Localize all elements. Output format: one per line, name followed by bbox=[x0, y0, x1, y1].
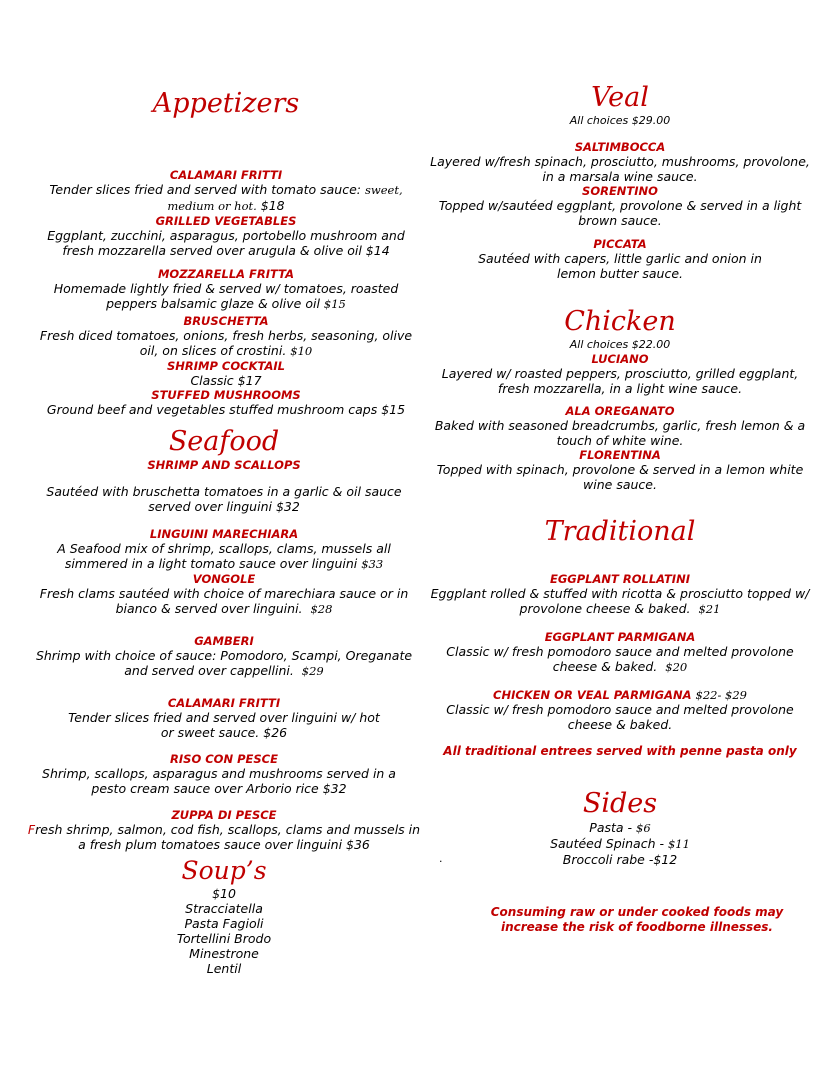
sides-heading: Sides bbox=[582, 788, 658, 819]
item-desc: Ground beef and vegetables stuffed mushroom caps $15 bbox=[46, 402, 406, 417]
item-desc: Tender slices fried and served over linguini w/ hot or sweet sauce. $26 bbox=[68, 710, 380, 740]
chicken-heading: Chicken bbox=[564, 306, 676, 337]
list-item: Pasta - $6 bbox=[589, 820, 651, 835]
veal-subtitle: All choices $29.00 bbox=[569, 114, 671, 127]
item-name: VONGOLE bbox=[192, 572, 256, 586]
item-desc: Sautéed with bruschetta tomatoes in a garlic & oil sauce served over linguini $32 bbox=[46, 484, 402, 514]
item-desc: Fresh shrimp, salmon, cod fish, scallops, clams and mussels in a fresh plum tomatoes sauce over linguini $36 bbox=[27, 822, 421, 852]
sides-section bbox=[470, 788, 770, 867]
item-name: SALTIMBOCCA bbox=[574, 140, 666, 154]
item-name: PICCATA bbox=[593, 237, 647, 251]
list-item: Broccoli rabe -$12 bbox=[562, 852, 678, 867]
chicken-subtitle: All choices $22.00 bbox=[569, 338, 671, 351]
seafood-section bbox=[26, 426, 422, 852]
item-name: SHRIMP COCKTAIL bbox=[167, 359, 285, 373]
item-desc: Homemade lightly fried & served w/ tomatoes, roasted peppers balsamic glaze & olive oil $15 bbox=[53, 281, 399, 311]
item-name: GRILLED VEGETABLES bbox=[155, 214, 297, 228]
appetizers-heading: Appetizers bbox=[152, 88, 300, 119]
item-name: CALAMARI FRITTI bbox=[169, 168, 283, 182]
item-name: FLORENTINA bbox=[579, 448, 661, 462]
item-name: MOZZARELLA FRITTA bbox=[157, 267, 295, 281]
item-name: RISO CON PESCE bbox=[170, 752, 278, 766]
item-name: GAMBERI bbox=[194, 634, 254, 648]
list-item: Pasta Fagioli bbox=[184, 916, 264, 931]
veal-heading: Veal bbox=[591, 82, 649, 113]
traditional-section bbox=[430, 516, 810, 732]
list-item: Stracciatella bbox=[185, 901, 263, 916]
list-item: Tortellini Brodo bbox=[176, 931, 272, 946]
item-desc: A Seafood mix of shrimp, scallops, clams, mussels all simmered in a light tomato sauce over linguini $33 bbox=[57, 541, 391, 571]
list-item: Lentil bbox=[206, 961, 242, 976]
item-desc: Layered w/ roasted peppers, prosciutto, grilled eggplant, fresh mozzarella, in a light wine sauce. bbox=[441, 366, 799, 396]
traditional-heading: Traditional bbox=[544, 516, 696, 547]
item-desc: Sautéed with capers, little garlic and onion in lemon butter sauce. bbox=[478, 251, 762, 281]
seafood-heading: Seafood bbox=[168, 426, 280, 457]
item-desc: Classic w/ fresh pomodoro sauce and melted provolone cheese & baked. bbox=[446, 702, 794, 732]
item-desc: Tender slices fried and served with tomato sauce: sweet, medium or hot. $18 bbox=[49, 182, 403, 213]
item-name: LUCIANO bbox=[591, 352, 649, 366]
appetizers-section bbox=[30, 88, 422, 417]
item-name: ALA OREGANATO bbox=[565, 404, 675, 418]
item-desc: Shrimp with choice of sauce: Pomodoro, Scampi, Oreganate and served over cappellini. $29 bbox=[35, 648, 413, 678]
food-safety-warning: Consuming raw or under cooked foods may increase the risk of foodborne illnesses. bbox=[490, 905, 784, 934]
soups-price: $10 bbox=[212, 886, 236, 901]
item-desc: Shrimp, scallops, asparagus and mushrooms served in a pesto cream sauce over Arborio rice $32 bbox=[42, 766, 396, 796]
list-item: Minestrone bbox=[189, 946, 259, 961]
item-name: SORENTINO bbox=[582, 184, 658, 198]
soups-section bbox=[124, 856, 324, 976]
item-name: CALAMARI FRITTI bbox=[167, 696, 281, 710]
item-name: ZUPPA DI PESCE bbox=[171, 808, 277, 822]
item-desc: Baked with seasoned breadcrumbs, garlic, fresh lemon & a touch of white wine. bbox=[434, 418, 806, 448]
item-name: LINGUINI MARECHIARA bbox=[149, 527, 299, 541]
item-desc: Topped w/sautéed eggplant, provolone & served in a light brown sauce. bbox=[438, 198, 802, 228]
stray-dot: . bbox=[439, 852, 443, 865]
item-name: SHRIMP AND SCALLOPS bbox=[147, 458, 301, 472]
veal-section bbox=[430, 82, 810, 281]
list-item: Sautéed Spinach - $11 bbox=[550, 836, 690, 851]
item-name: STUFFED MUSHROOMS bbox=[151, 388, 301, 402]
item-desc: Eggplant rolled & stuffed with ricotta & prosciutto topped w/ provolone cheese & baked. $21 bbox=[430, 586, 810, 616]
traditional-note: All traditional entrees served with penne pasta only bbox=[443, 744, 797, 758]
item-desc: Layered w/fresh spinach, prosciutto, mushrooms, provolone, in a marsala wine sauce. bbox=[430, 154, 810, 184]
item-desc: Classic w/ fresh pomodoro sauce and melted provolone cheese & baked. $20 bbox=[446, 644, 794, 674]
item-name: BRUSCHETTA bbox=[183, 314, 269, 328]
chicken-section bbox=[430, 306, 810, 492]
soups-heading: Soup’s bbox=[181, 856, 267, 885]
item-name: CHICKEN OR VEAL PARMIGANA $22- $29 bbox=[493, 688, 747, 702]
item-name: EGGPLANT ROLLATINI bbox=[550, 572, 690, 586]
item-desc: Classic $17 bbox=[190, 373, 262, 388]
item-desc: Fresh diced tomatoes, onions, fresh herbs, seasoning, olive oil, on slices of crostini. $10 bbox=[39, 328, 413, 358]
item-name: EGGPLANT PARMIGANA bbox=[544, 630, 696, 644]
item-desc: Fresh clams sautéed with choice of marechiara sauce or in bianco & served over linguini. $28 bbox=[39, 586, 409, 616]
item-desc: Eggplant, zucchini, asparagus, portobello mushroom and fresh mozzarella served over arugula & olive oil $14 bbox=[47, 228, 405, 258]
item-desc: Topped with spinach, provolone & served in a lemon white wine sauce. bbox=[436, 462, 804, 492]
